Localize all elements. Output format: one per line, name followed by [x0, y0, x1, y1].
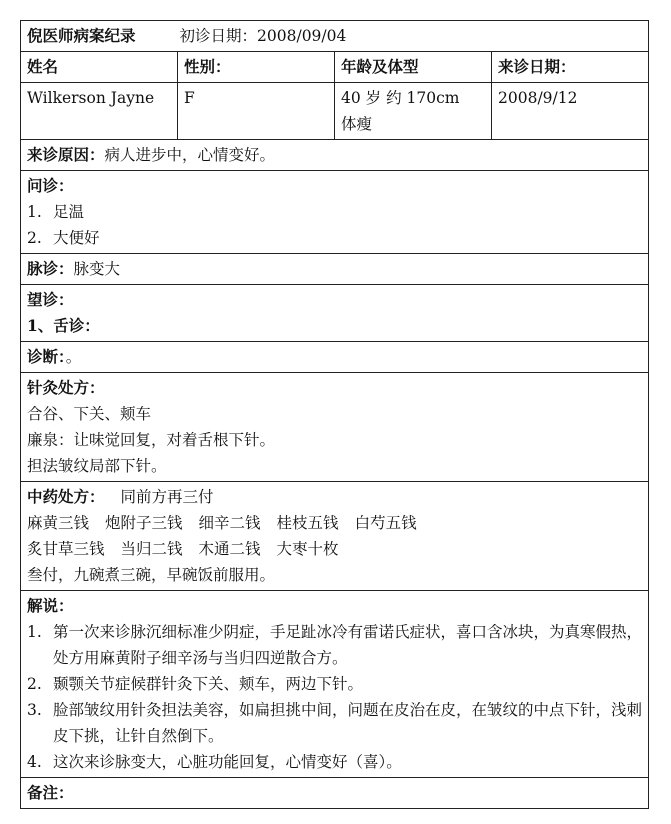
herb-item: 细辛二钱 [198, 514, 261, 532]
patient-name: Wilkerson Jayne [21, 83, 178, 140]
herb-item: 木通二钱 [198, 540, 261, 558]
patient-sex: F [178, 83, 335, 140]
medical-record [20, 20, 648, 809]
list-item: 4. 这次来诊脉变大，心脏功能回复，心情变好（喜）。 [27, 753, 402, 771]
herb-item: 当归二钱 [120, 540, 183, 558]
herb-item: 麻黄三钱 [27, 514, 90, 532]
explanation-row [21, 591, 649, 778]
inspection-row [21, 285, 649, 342]
first-visit-label: 初诊日期： [179, 27, 258, 45]
acupuncture-line: 廉泉：让味觉回复，对着舌根下针。 [27, 431, 276, 449]
herbal-note: 同前方再三付 [120, 488, 214, 506]
herbal-instructions: 叁付，九碗煮三碗，早碗饭前服用。 [27, 566, 276, 584]
reason-label: 来诊原因： [27, 145, 105, 164]
diagnosis-row [21, 342, 649, 373]
patient-row [21, 83, 649, 140]
pulse-row [21, 254, 649, 285]
herbal-row [21, 482, 649, 591]
title-row [21, 21, 649, 52]
patient-age: 40 岁 约 170cm [341, 89, 460, 107]
inquiry-row [21, 171, 649, 254]
inquiry-label: 问诊： [27, 176, 74, 195]
column-header-row [21, 52, 649, 83]
list-item: 1. 第一次来诊脉沉细标准少阴症，手足趾冰冷有雷诺氏症状，喜口含冰块，为真寒假热，处方用麻黄附子细辛汤与当归四逆散合方。 [27, 623, 643, 667]
patient-build: 体瘦 [341, 115, 373, 133]
herb-item: 白芍五钱 [354, 514, 417, 532]
explanation-label: 解说： [27, 596, 74, 615]
herb-row [27, 510, 642, 536]
remarks-label: 备注： [27, 783, 74, 802]
herb-item: 炮附子三钱 [105, 514, 183, 532]
pulse-text: 脉变大 [73, 260, 121, 278]
pulse-label: 脉诊： [27, 259, 74, 278]
acupuncture-line: 合谷、下关、颊车 [27, 405, 152, 423]
record-title: 倪医师病案纪录 [27, 26, 136, 45]
herb-item: 大枣十枚 [276, 540, 339, 558]
list-item: 3. 脸部皱纹用针灸担法美容，如扁担挑中间，问题在皮治在皮，在皱纹的中点下针，浅刺皮下挑，让针自然倒下。 [27, 701, 643, 745]
diagnosis-label: 诊断： [27, 347, 66, 366]
sex-header: 性别： [178, 52, 335, 83]
age-header: 年龄及体型 [335, 52, 492, 83]
herbal-label: 中药处方： [27, 487, 105, 506]
diagnosis-text: 。 [65, 348, 82, 366]
name-header: 姓名 [21, 52, 178, 83]
reason-row [21, 140, 649, 171]
acupuncture-row [21, 373, 649, 482]
inspection-label: 望诊： [27, 290, 74, 309]
patient-age-build [335, 83, 492, 140]
list-item: 1. 足温 [27, 203, 85, 221]
herb-item: 桂枝五钱 [276, 514, 339, 532]
patient-visit-date: 2008/9/12 [492, 83, 649, 140]
herb-item: 炙甘草三钱 [27, 540, 105, 558]
reason-text: 病人进步中，心情变好。 [104, 146, 276, 164]
first-visit-date: 2008/09/04 [257, 27, 347, 45]
visit-date-header: 来诊日期： [492, 52, 649, 83]
acupuncture-label: 针灸处方： [27, 378, 105, 397]
record-table [20, 20, 649, 809]
herb-row [27, 536, 642, 562]
tongue-label: 1、舌诊： [27, 316, 100, 335]
remarks-row [21, 778, 649, 809]
acupuncture-line: 担法皱纹局部下针。 [27, 457, 167, 475]
list-item: 2. 颞颚关节症候群针灸下关、颊车，两边下针。 [27, 675, 364, 693]
list-item: 2. 大便好 [27, 229, 100, 247]
